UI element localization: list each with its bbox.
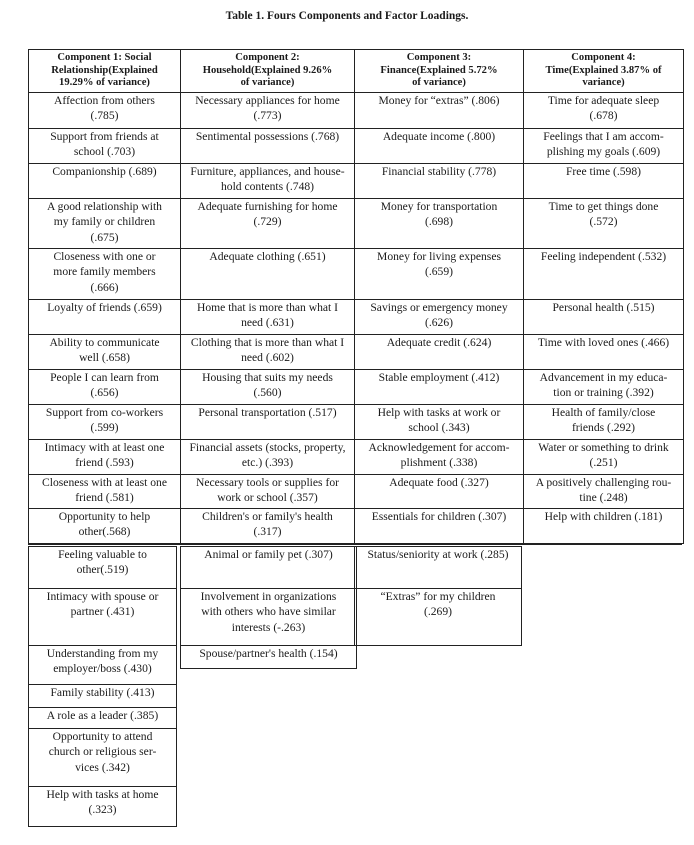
table-cell (28, 299, 181, 335)
table-cell (28, 248, 181, 300)
table-cell (354, 508, 524, 544)
cell-line: Adequate credit (.624) (386, 336, 492, 349)
cell-line: (.659) (424, 265, 453, 279)
cell-line: Home that is more than what I (196, 301, 339, 314)
cell-line: other(.568) (78, 525, 131, 539)
header-line: Component 1: Social (57, 52, 152, 63)
component-2-header (180, 49, 355, 93)
table-cell (180, 508, 355, 544)
table-cell (523, 439, 684, 475)
cell-line: Feeling valuable to (58, 548, 147, 561)
table-cell (354, 128, 524, 164)
cell-line: Opportunity to help (58, 510, 151, 523)
cell-line: Involvement in organizations (200, 590, 337, 603)
cell-line: “Extras” for my children (380, 590, 496, 603)
cell-line: Closeness with one or (53, 250, 156, 263)
cell-line: tine (.248) (579, 491, 628, 505)
table-cell (180, 588, 357, 646)
cell-line: Family stability (.413) (50, 686, 155, 699)
table-cell (28, 645, 177, 685)
cell-line: (.626) (424, 316, 453, 330)
table-cell (28, 128, 181, 164)
cell-line: (.656) (90, 386, 119, 400)
cell-line: Savings or emergency money (370, 301, 508, 314)
table-cell (28, 439, 181, 475)
component-1-header (28, 49, 181, 93)
cell-line: Water or something to drink (538, 441, 669, 454)
header-line: Household(Explained 9.26% (202, 64, 333, 76)
table-cell (354, 369, 524, 405)
cell-line: vices (.342) (75, 760, 130, 774)
cell-line: People I can learn from (50, 371, 159, 384)
table-cell (523, 163, 684, 199)
table-cell (523, 474, 684, 509)
table-cell (180, 92, 355, 129)
cell-line: Clothing that is more than what I (190, 336, 345, 349)
header-line: 19.29% of variance) (59, 77, 150, 88)
cell-line: plishing my goals (.609) (546, 145, 661, 159)
cell-line: my family or children (53, 215, 156, 229)
table-cell (28, 404, 181, 440)
table-cell (523, 334, 684, 370)
cell-line: friends (.292) (571, 421, 636, 435)
table-cell (28, 198, 181, 249)
cell-line: Feelings that I am accom- (543, 130, 664, 143)
cell-line: Help with tasks at home (46, 788, 159, 801)
table-cell (28, 588, 177, 646)
cell-line: A positively challenging rou- (535, 476, 672, 489)
header-line: of variance) (240, 77, 295, 88)
cell-line: Free time (.598) (565, 165, 641, 178)
cell-line: (.698) (424, 215, 453, 229)
table-cell (354, 299, 524, 335)
cell-line: Help with tasks at work or (377, 406, 501, 419)
cell-line: Furniture, appliances, and house- (190, 165, 345, 178)
cell-line: school (.343) (408, 421, 470, 435)
cell-line: (.675) (90, 230, 119, 244)
cell-line: Stable employment (.412) (378, 371, 500, 384)
header-line: variance) (582, 77, 625, 88)
cell-line: employer/boss (.430) (53, 662, 152, 676)
cell-line: Ability to communicate (49, 336, 160, 349)
cell-line: Children's or family's health (202, 510, 333, 523)
cell-line: Necessary tools or supplies for (196, 476, 339, 489)
cell-line: (.269) (423, 605, 452, 619)
cell-line: (.729) (253, 215, 282, 229)
table-cell (354, 163, 524, 199)
cell-line: Financial stability (.778) (381, 165, 497, 178)
table-cell (28, 369, 181, 405)
table-cell (180, 299, 355, 335)
table-cell (523, 369, 684, 405)
cell-line: Personal health (.515) (552, 301, 655, 314)
table-title: Table 1. Fours Components and Factor Loadings. (225, 10, 469, 22)
table-cell (28, 474, 181, 509)
table-cell (354, 334, 524, 370)
cell-line: (.572) (589, 215, 618, 229)
table-cell (354, 546, 522, 589)
table-cell (28, 786, 177, 827)
table-cell (180, 334, 355, 370)
header-line: Component 4: (571, 52, 636, 63)
table-cell (28, 92, 181, 129)
table-cell (28, 707, 177, 729)
cell-line: Time for adequate sleep (547, 94, 660, 107)
table-cell (354, 404, 524, 440)
cell-line: Opportunity to attend (52, 730, 153, 743)
header-line: Time(Explained 3.87% of (545, 64, 662, 76)
table-cell (523, 404, 684, 440)
cell-line: Spouse/partner's health (.154) (199, 647, 338, 660)
cell-line: Intimacy with spouse or (46, 590, 159, 603)
cell-line: Sentimental possessions (.768) (195, 130, 340, 143)
table-cell (523, 508, 684, 544)
cell-line: Closeness with at least one (42, 476, 167, 489)
cell-line: plishment (.338) (400, 456, 478, 470)
cell-line: Personal transportation (.517) (198, 406, 337, 419)
section-divider (28, 544, 682, 545)
cell-line: Understanding from my (46, 647, 159, 660)
cell-line: (.773) (253, 109, 282, 123)
table-cell (180, 369, 355, 405)
table-cell (180, 163, 355, 199)
cell-line: Housing that suits my needs (202, 371, 333, 384)
cell-line: Time with loved ones (.466) (537, 336, 670, 349)
cell-line: Money for transportation (380, 200, 498, 213)
table-cell (180, 128, 355, 164)
cell-line: Support from friends at (50, 130, 159, 143)
cell-line: friend (.581) (75, 491, 134, 505)
cell-line: Animal or family pet (.307) (204, 548, 333, 561)
header-line: Component 3: (406, 52, 472, 63)
cell-line: Health of family/close (551, 406, 656, 419)
cell-line: Money for “extras” (.806) (378, 94, 500, 107)
cell-line: well (.658) (79, 351, 130, 365)
cell-line: church or religious ser- (48, 745, 157, 759)
cell-line: (.560) (253, 386, 282, 400)
table-cell (180, 198, 355, 249)
table-cell (28, 163, 181, 199)
cell-line: Financial assets (stocks, property, (189, 441, 346, 454)
table-cell (180, 474, 355, 509)
cell-line: A role as a leader (.385) (46, 709, 159, 722)
cell-line: tion or training (.392) (553, 386, 654, 400)
table-cell (354, 474, 524, 509)
cell-line: interests (-.263) (231, 620, 306, 634)
header-line: Relationship(Explained (51, 64, 158, 76)
cell-line: (.323) (88, 803, 117, 817)
cell-line: (.666) (90, 280, 119, 294)
cell-line: Acknowledgement for accom- (368, 441, 510, 454)
cell-line: Essentials for children (.307) (371, 510, 507, 523)
cell-line: Adequate food (.327) (389, 476, 489, 489)
cell-line: Advancement in my educa- (539, 371, 668, 384)
table-cell (354, 248, 524, 300)
cell-line: Support from co-workers (45, 406, 164, 419)
cell-line: Affection from others (54, 94, 155, 107)
cell-line: partner (.431) (70, 605, 135, 619)
table-cell (523, 248, 684, 300)
cell-line: Time to get things done (548, 200, 659, 213)
cell-line: (.678) (589, 109, 618, 123)
table-cell (523, 299, 684, 335)
table-cell (180, 248, 355, 300)
table-cell (523, 128, 684, 164)
cell-line: Necessary appliances for home (195, 94, 340, 107)
table-cell (180, 546, 357, 589)
table-cell (354, 588, 522, 646)
cell-line: (.251) (589, 456, 618, 470)
table-cell (28, 728, 177, 787)
table-cell (28, 546, 177, 589)
cell-line: (.317) (253, 525, 282, 539)
table-cell (523, 198, 684, 249)
table-cell (180, 404, 355, 440)
cell-line: more family members (53, 265, 156, 279)
header-line: Component 2: (235, 52, 300, 63)
table-cell (354, 198, 524, 249)
table-cell (180, 439, 355, 475)
header-line: of variance) (412, 77, 466, 88)
cell-line: Adequate clothing (.651) (209, 250, 326, 263)
table-cell (28, 684, 177, 708)
cell-line: Loyalty of friends (.659) (47, 301, 162, 314)
cell-line: Money for living expenses (377, 250, 501, 263)
cell-line: with others who have similar (201, 605, 336, 619)
cell-line: work or school (.357) (217, 491, 318, 505)
cell-line: friend (.593) (75, 456, 134, 470)
cell-line: Feeling independent (.532) (540, 250, 667, 263)
header-line: Finance(Explained 5.72% (380, 64, 498, 76)
cell-line: need (.631) (241, 316, 294, 330)
table-cell (28, 508, 181, 544)
table-cell (354, 439, 524, 475)
table-cell (28, 334, 181, 370)
cell-line: Intimacy with at least one (44, 441, 165, 454)
cell-line: etc.) (.393) (241, 456, 294, 470)
cell-line: Companionship (.689) (52, 165, 157, 178)
cell-line: need (.602) (241, 351, 294, 365)
table-cell (354, 92, 524, 129)
cell-line: other(.519) (76, 563, 129, 577)
cell-line: (.599) (90, 421, 119, 435)
cell-line: (.785) (90, 109, 119, 123)
cell-line: Adequate income (.800) (382, 130, 496, 143)
cell-line: Adequate furnishing for home (197, 200, 338, 213)
table-cell (523, 92, 684, 129)
table-cell (180, 645, 357, 669)
component-3-header (354, 49, 524, 93)
cell-line: Status/seniority at work (.285) (367, 548, 509, 561)
cell-line: A good relationship with (47, 200, 162, 213)
cell-line: school (.703) (73, 145, 136, 159)
cell-line: Help with children (.181) (544, 510, 663, 523)
component-4-header (523, 49, 684, 93)
cell-line: hold contents (.748) (220, 180, 315, 194)
